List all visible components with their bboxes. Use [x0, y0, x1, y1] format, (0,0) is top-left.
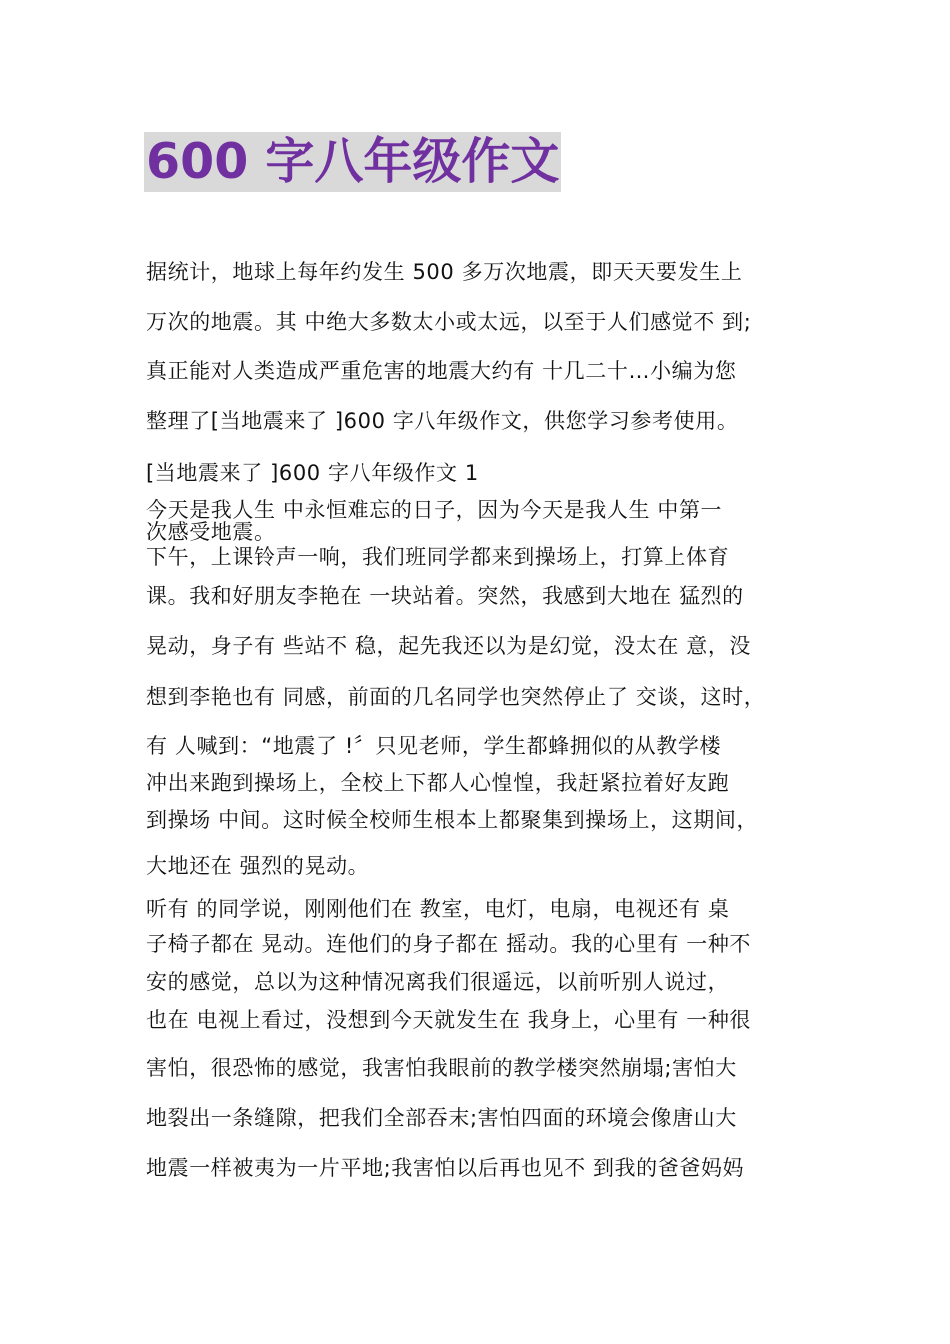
body-line: 听有 的同学说，刚刚他们在 教室，电灯，电扇，电视还有 桌 [146, 897, 730, 921]
body-line: 课。我和好朋友李艳在 一块站着。突然，我感到大地在 猛烈的 [146, 584, 744, 608]
body-line: 地裂出一条缝隙，把我们全部吞末;害怕四面的环境会像唐山大 [146, 1106, 737, 1130]
body-line: 次感受地震。 [146, 520, 276, 544]
body-line: 今天是我人生 中永恒难忘的日子，因为今天是我人生 中第一 [146, 498, 723, 522]
body-line: 据统计，地球上每年约发生 500 多万次地震，即天天要发生上 [146, 260, 743, 284]
body-line: 想到李艳也有 同感，前面的几名同学也突然停止了 交谈，这时， [146, 685, 766, 709]
body-line: 真正能对人类造成严重危害的地震大约有 十几二十…小编为您 [146, 359, 737, 383]
body-line: 下午，上课铃声一响，我们班同学都来到操场上，打算上体育 [146, 545, 730, 569]
body-line: 安的感觉，总以为这种情况离我们很遥远，以前听别人说过， [146, 970, 730, 994]
body-line: 害怕，很恐怖的感觉，我害怕我眼前的教学楼突然崩塌;害怕大 [146, 1056, 737, 1080]
body-line: 大地还在 强烈的晃动。 [146, 854, 370, 878]
page-title: 600 字八年级作文 [146, 133, 560, 190]
body-line: 子椅子都在 晃动。连他们的身子都在 摇动。我的心里有 一种不 [146, 932, 752, 956]
body-line: 万次的地震。其 中绝大多数太小或太远，以至于人们感觉不 到; [146, 310, 752, 334]
section-heading: [当地震来了 ]600 字八年级作文 1 [146, 461, 479, 485]
title-highlight [144, 132, 561, 192]
body-line: 有 人喊到：“地震了 !〞只见老师，学生都蜂拥似的从教学楼 [146, 734, 722, 758]
body-line: 地震一样被夷为一片平地;我害怕以后再也见不 到我的爸爸妈妈 [146, 1156, 745, 1180]
body-line: 到操场 中间。这时候全校师生根本上都聚集到操场上，这期间， [146, 808, 759, 832]
body-line: 整理了[当地震来了 ]600 字八年级作文，供您学习参考使用。 [146, 409, 739, 433]
body-line: 冲出来跑到操场上，全校上下都人心惶惶，我赶紧拉着好友跑 [146, 771, 730, 795]
body-line: 晃动，身子有 些站不 稳，起先我还以为是幻觉，没太在 意，没 [146, 634, 752, 658]
body-line: 也在 电视上看过，没想到今天就发生在 我身上，心里有 一种很 [146, 1008, 752, 1032]
